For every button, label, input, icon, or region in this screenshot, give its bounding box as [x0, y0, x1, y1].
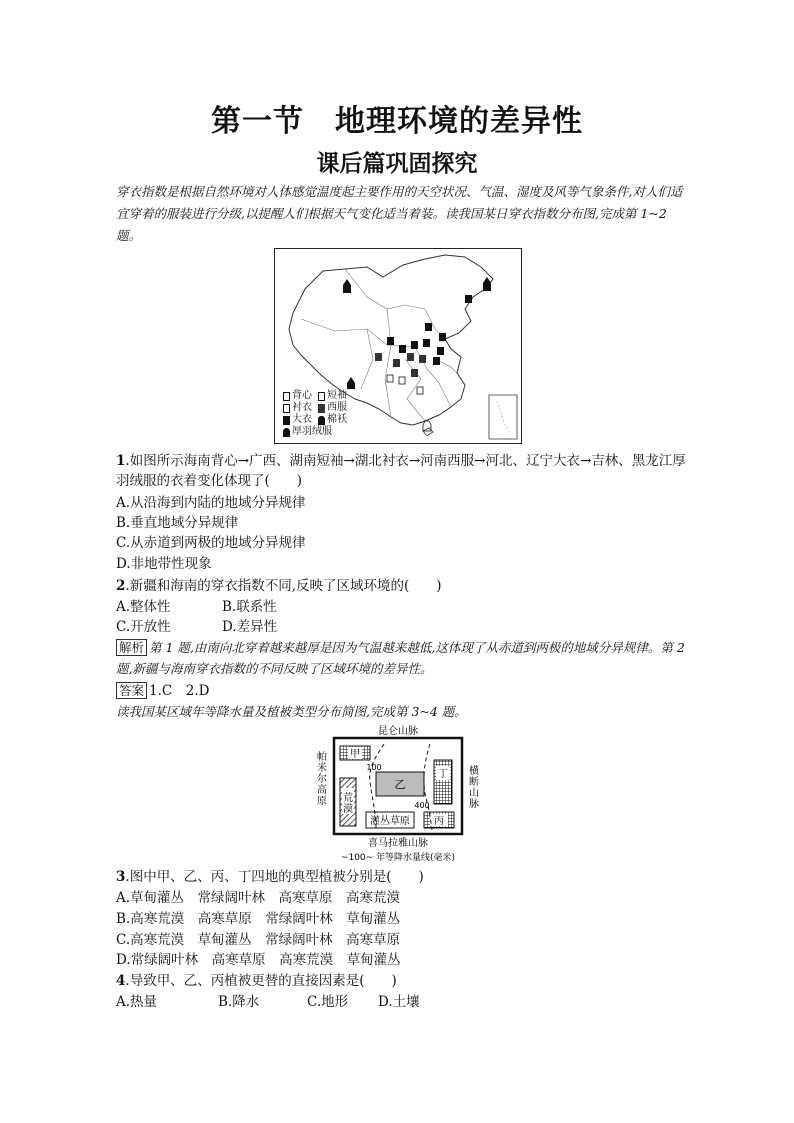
question-number: 4	[116, 973, 126, 989]
suit-icon	[318, 404, 325, 413]
legend-item	[318, 414, 347, 426]
q2-option-c[interactable]: C.开放性	[116, 619, 171, 635]
desert-char-2: 漠	[343, 804, 353, 815]
legend-item	[283, 390, 312, 402]
vest-icon	[283, 392, 290, 401]
analysis-tag: 解析	[116, 639, 147, 656]
top-label: 昆仑山脉	[378, 726, 418, 737]
left-char-4: 高	[317, 785, 327, 796]
shirt-icon	[283, 404, 290, 413]
q2-option-a[interactable]: A.整体性	[116, 599, 171, 615]
tshirt-icon	[318, 392, 325, 401]
left-char-2: 米	[317, 763, 327, 774]
suit-symbol	[375, 353, 382, 361]
map-legend	[283, 390, 375, 438]
suit-symbol	[411, 369, 418, 377]
legend-label: 衬衣	[292, 402, 312, 413]
analysis-text: 第 1 题,由南向北穿着越来越厚是因为气温越来越低,这体现了从赤道到两极的地域分异规律。第 2 题,新疆与海南穿衣指数的不同反映了区域环境的差异性。	[116, 640, 685, 676]
right-char-3: 山	[469, 788, 479, 799]
coat-symbol	[433, 357, 440, 365]
coat-symbol	[483, 277, 491, 291]
coat-symbol	[387, 337, 394, 345]
bing-label: 丙	[434, 816, 444, 827]
suit-symbol	[393, 359, 400, 367]
legend-label: ~100~ 年等降水量线(毫米)	[340, 853, 456, 863]
legend-label: 厚羽绒服	[292, 426, 332, 437]
china-map-figure	[274, 248, 522, 444]
q2-option-d[interactable]: D.差异性	[222, 619, 278, 635]
tshirt-symbol	[417, 387, 423, 394]
q2-option-b[interactable]: B.联系性	[222, 599, 277, 615]
q4-option-d[interactable]: D.土壤	[378, 994, 420, 1010]
q3-option-b[interactable]: B.高寒荒漠 高寒草原 常绿阔叶林 草甸灌丛	[116, 911, 401, 927]
legend-item	[283, 402, 312, 414]
q4-option-b[interactable]: B.降水	[218, 994, 260, 1010]
question-number: 3	[116, 869, 126, 885]
question-2	[116, 576, 696, 596]
hainan-island	[423, 428, 433, 436]
question-text: .导致甲、乙、丙植被更替的直接因素是( )	[125, 973, 397, 989]
q1-option-c[interactable]: C.从赤道到两极的地域分异规律	[116, 535, 306, 551]
legend-item	[318, 390, 347, 402]
desert-label	[343, 791, 353, 815]
question-1	[116, 451, 696, 491]
isohyet-400-label: 400	[414, 801, 430, 810]
right-char-4: 脉	[469, 799, 479, 810]
watermark	[712, 760, 784, 786]
intro-paragraph: 穿衣指数是根据自然环境对人体感觉温度起主要作用的天空状况、气温、湿度及风等气象条件,对人们适宜穿着的服装进行分级,以提醒人们根据天气变化适当着装。读我国某日穿衣指数分布图,完成第 1~2 题。	[116, 184, 683, 243]
question-3	[116, 867, 696, 887]
coat-symbol	[423, 339, 430, 347]
q4-option-a[interactable]: A.热量	[116, 994, 158, 1010]
legend-label: 棉袄	[327, 414, 347, 425]
answer-tag: 答案	[116, 682, 147, 699]
q3-option-a[interactable]: A.草甸灌丛 常绿阔叶林 高寒草原 高寒荒漠	[116, 890, 401, 906]
q1-option-a[interactable]: A.从沿海到内陆的地域分异规律	[116, 495, 306, 511]
coat-symbol	[465, 295, 472, 303]
coat-symbol	[437, 347, 444, 355]
coat-symbol	[425, 323, 432, 331]
question-text: .新疆和海南的穿衣指数不同,反映了区域环境的( )	[125, 578, 442, 594]
coat-symbol	[411, 341, 418, 349]
desert-char-1: 荒	[343, 793, 353, 804]
analysis-block	[116, 637, 686, 679]
q3-option-d[interactable]: D.常绿阔叶林 高寒草原 高寒荒漠 草甸灌丛	[116, 952, 401, 968]
q1-option-d[interactable]: D.非地带性现象	[116, 556, 212, 572]
yi-label: 乙	[394, 778, 406, 791]
question-text: .图中甲、乙、丙、丁四地的典型植被分别是( )	[125, 869, 424, 885]
ding-label: 丁	[438, 769, 448, 780]
right-char-2: 断	[469, 777, 479, 788]
shirt-symbol	[399, 377, 405, 384]
intro-paragraph-2: 读我国某区域年等降水量及植被类型分布简图,完成第 3~4 题。	[116, 704, 467, 719]
coat-icon	[283, 416, 290, 425]
left-char-3: 尔	[317, 774, 327, 785]
coat-symbol	[439, 333, 446, 341]
sea-inset	[489, 395, 517, 439]
question-number: 2	[116, 578, 126, 594]
vest-symbol	[423, 421, 431, 431]
legend-label: 西服	[327, 402, 347, 413]
vegetation-figure	[310, 722, 486, 864]
right-label	[469, 764, 479, 810]
right-char-1: 横	[469, 766, 479, 777]
down-jacket-icon	[283, 428, 290, 437]
puffer-symbol	[347, 377, 355, 389]
suit-symbol	[419, 355, 426, 363]
q3-option-c[interactable]: C.高寒荒漠 草甸灌丛 常绿阔叶林 高寒草原	[116, 932, 401, 948]
bottom-label: 喜马拉雅山脉	[368, 838, 428, 849]
legend-label: 短袖	[327, 390, 347, 401]
q4-option-c[interactable]: C.地形	[307, 994, 349, 1010]
left-char-5: 原	[317, 796, 327, 807]
shrub-label: 灌丛草原	[370, 816, 410, 827]
legend-item	[318, 402, 347, 414]
answer-block	[116, 681, 209, 701]
question-text: .如图所示海南背心→广西、湖南短袖→湖北衬衣→河南西服→河北、辽宁大衣→吉林、黑龙江厚羽绒服的衣着变化体现了( )	[116, 453, 686, 489]
answer-text: 1.C 2.D	[149, 683, 210, 699]
page-title: 第一节 地理环境的差异性	[211, 104, 583, 139]
q1-option-b[interactable]: B.垂直地域分异规律	[116, 515, 239, 531]
legend-label: 背心	[292, 390, 312, 401]
left-char-1: 帕	[317, 752, 327, 763]
legend-item	[283, 426, 332, 438]
isohyet-100-label: 100	[366, 763, 382, 772]
left-label	[317, 750, 327, 807]
legend-label: 大衣	[292, 414, 312, 425]
shirt-symbol	[387, 375, 393, 382]
question-4	[116, 971, 696, 991]
legend-item	[283, 414, 312, 426]
suit-symbol	[407, 353, 414, 361]
question-number: 1	[116, 453, 126, 469]
coat-symbol	[399, 345, 406, 353]
jia-label: 甲	[350, 749, 360, 760]
cotton-jacket-icon	[318, 416, 325, 425]
coat-symbol	[343, 279, 351, 293]
page-subtitle: 课后篇巩固探究	[316, 150, 478, 177]
